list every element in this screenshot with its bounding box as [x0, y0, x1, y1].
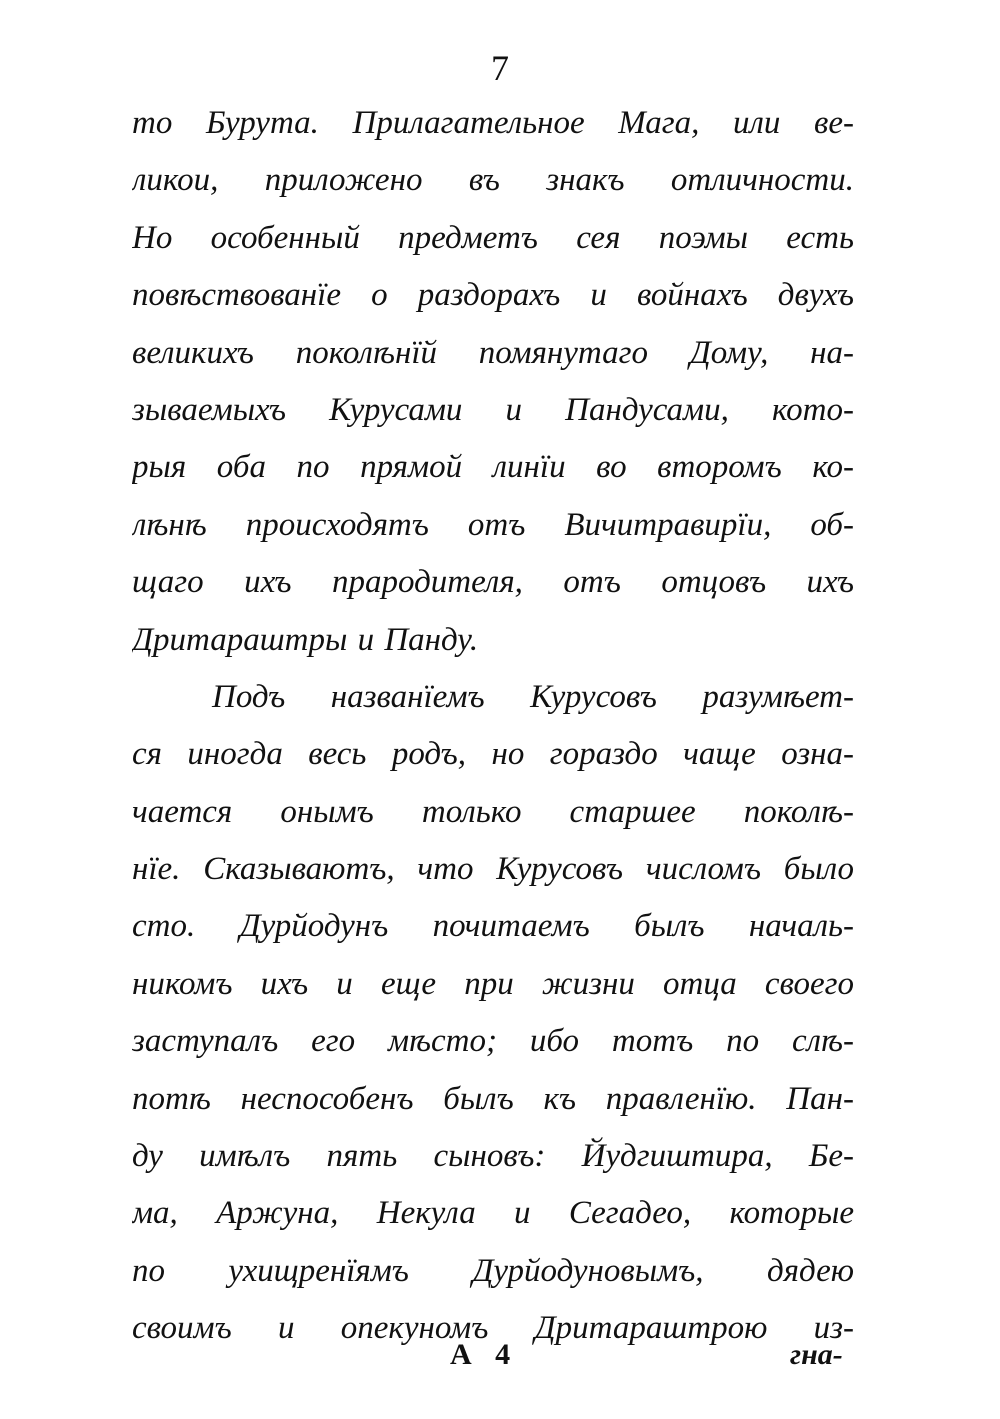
text-line: зываемыхъ Курусами и Пандусами, кото-: [132, 391, 854, 428]
text-line: потѣ неспособенъ былъ къ правленїю. Пан-: [132, 1080, 854, 1117]
text-line: ликои, приложено въ знакъ отличности.: [132, 162, 854, 199]
text-line: чается онымъ только старшее поколѣ-: [132, 793, 854, 830]
text-line: лѣнѣ происходятъ отъ Вичитравирїи, об-: [132, 506, 854, 543]
text-line: Подъ названїемъ Курусовъ разумѣет-: [212, 678, 854, 715]
text-line: Дритараштры и Панду.: [132, 621, 479, 658]
text-line: заступалъ его мѣсто; ибо тотъ по слѣ-: [132, 1023, 854, 1060]
page-number: 7: [491, 48, 509, 88]
text-line: повѣствованїе о раздорахъ и войнахъ двухъ: [132, 277, 854, 314]
text-line: своимъ и опекуномъ Дритараштрою из-: [132, 1310, 854, 1347]
text-line: сто. Дурйодунъ почитаемъ былъ началь-: [132, 908, 854, 945]
text-line: то Бурута. Прилагательное Мага, или ве-: [132, 105, 854, 141]
signature-mark: А 4: [450, 1338, 519, 1371]
text-line: ся иногда весь родъ, но гораздо чаще озна-: [132, 736, 854, 773]
text-line: великихъ поколѣнїй помянутаго Дому, на-: [132, 334, 854, 371]
text-line: нїе. Сказываютъ, что Курусовъ числомъ было: [132, 851, 854, 888]
text-line: щаго ихъ прародителя, отъ отцовъ ихъ: [132, 564, 854, 601]
text-line: по ухищренїямъ Дурйодуновымъ, дядею: [132, 1252, 854, 1289]
body-text: [132, 95, 854, 1358]
text-line: ма, Аржуна, Некула и Сегадео, которые: [132, 1195, 854, 1232]
catchword: гна-: [790, 1338, 843, 1371]
text-line: ду имѣлъ пять сыновъ: Йудгиштира, Бе-: [132, 1138, 854, 1175]
page-footer: [0, 1330, 1000, 1380]
text-line: Но особенный предметъ сея поэмы есть: [132, 219, 854, 256]
text-line: рыя оба по прямой линїи во второмъ ко-: [132, 449, 854, 486]
text-line: никомъ ихъ и еще при жизни отца своего: [132, 965, 854, 1002]
